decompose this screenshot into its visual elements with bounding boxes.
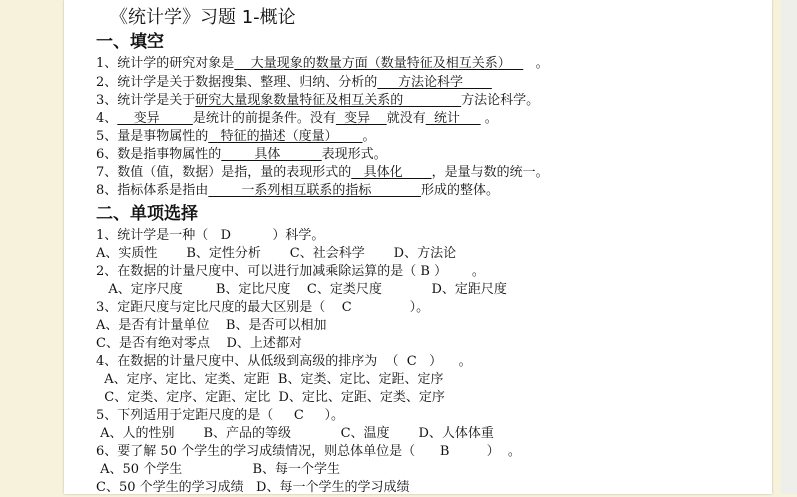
- choice-line: A、定序尺度 B、定比尺度 C、定类尺度 D、定距尺度: [96, 282, 507, 297]
- choice-line: A、50 个学生 B、每一个学生: [96, 462, 340, 477]
- fill-question-2: 2、统计学是关于数据搜集、整理、归纳、分析的 方法论科学: [96, 75, 492, 90]
- choice-line: C、定类、定序、定距、定比 D、定比、定距、定类、定序: [96, 390, 445, 405]
- fill-question-5: 5、量是事物属性的 特征的描述（度量） 。: [96, 129, 376, 144]
- section-heading-single-choice: 二、单项选择: [96, 204, 198, 224]
- choice-line: A、实质性 B、定性分析 C、社会科学 D、方法论: [96, 246, 457, 261]
- fill-question-6: 6、数是指事物属性的 具体 表现形式。: [96, 147, 387, 162]
- right-scroll-gutter: [781, 0, 797, 494]
- choice-line: 1、统计学是一种（ D ）科学。: [96, 228, 325, 243]
- section-heading-fill-blank: 一、填空: [96, 32, 164, 52]
- fill-question-3: 3、统计学是关于研究大量现象数量特征及相互关系的 方法论科学。: [96, 93, 540, 108]
- choice-line: 3、定距尺度与定比尺度的最大区别是（ C ）。: [96, 300, 430, 315]
- fill-question-1: 1、统计学的研究对象是 大量现象的数量方面（数量特征及相互关系） 。: [96, 56, 549, 71]
- choice-line: A、是否有计量单位 B、是否可以相加: [96, 318, 327, 333]
- fill-question-7: 7、数值（值，数据）是指，量的表现形式的 具体化 ，是量与数的统一。: [96, 165, 549, 180]
- choice-line: A、定序、定比、定类、定距 B、定类、定比、定距、定序: [96, 372, 444, 387]
- choice-line: A、人的性别 B、产品的等级 C、温度 D、人体体重: [96, 426, 494, 441]
- choice-line: 6、要了解 50 个学生的学习成绩情况，则总体单位是（ B ） 。: [96, 444, 521, 459]
- choice-line: 2、在数据的计量尺度中、可以进行加减乘除运算的是（ B ） 。: [96, 264, 485, 279]
- choice-line: C、50 个学生的学习成绩 D、每一个学生的学习成绩: [96, 480, 410, 495]
- choice-line: 4、在数据的计量尺度中、从低级到高级的排序为 （ C ） 。: [96, 354, 472, 369]
- fill-question-4: 4、 变异 是统计的前提条件。没有 变异 就没有 统计 。: [96, 111, 498, 126]
- choice-line: C、是否有绝对零点 D、上述都对: [96, 336, 302, 351]
- fill-question-8: 8、指标体系是指由 一系列相互联系的指标 形成的整体。: [96, 183, 499, 198]
- page-title: 《统计学》习题 1-概论: [110, 7, 296, 28]
- choice-line: 5、下列适用于定距尺度的是（ C ）。: [96, 408, 345, 423]
